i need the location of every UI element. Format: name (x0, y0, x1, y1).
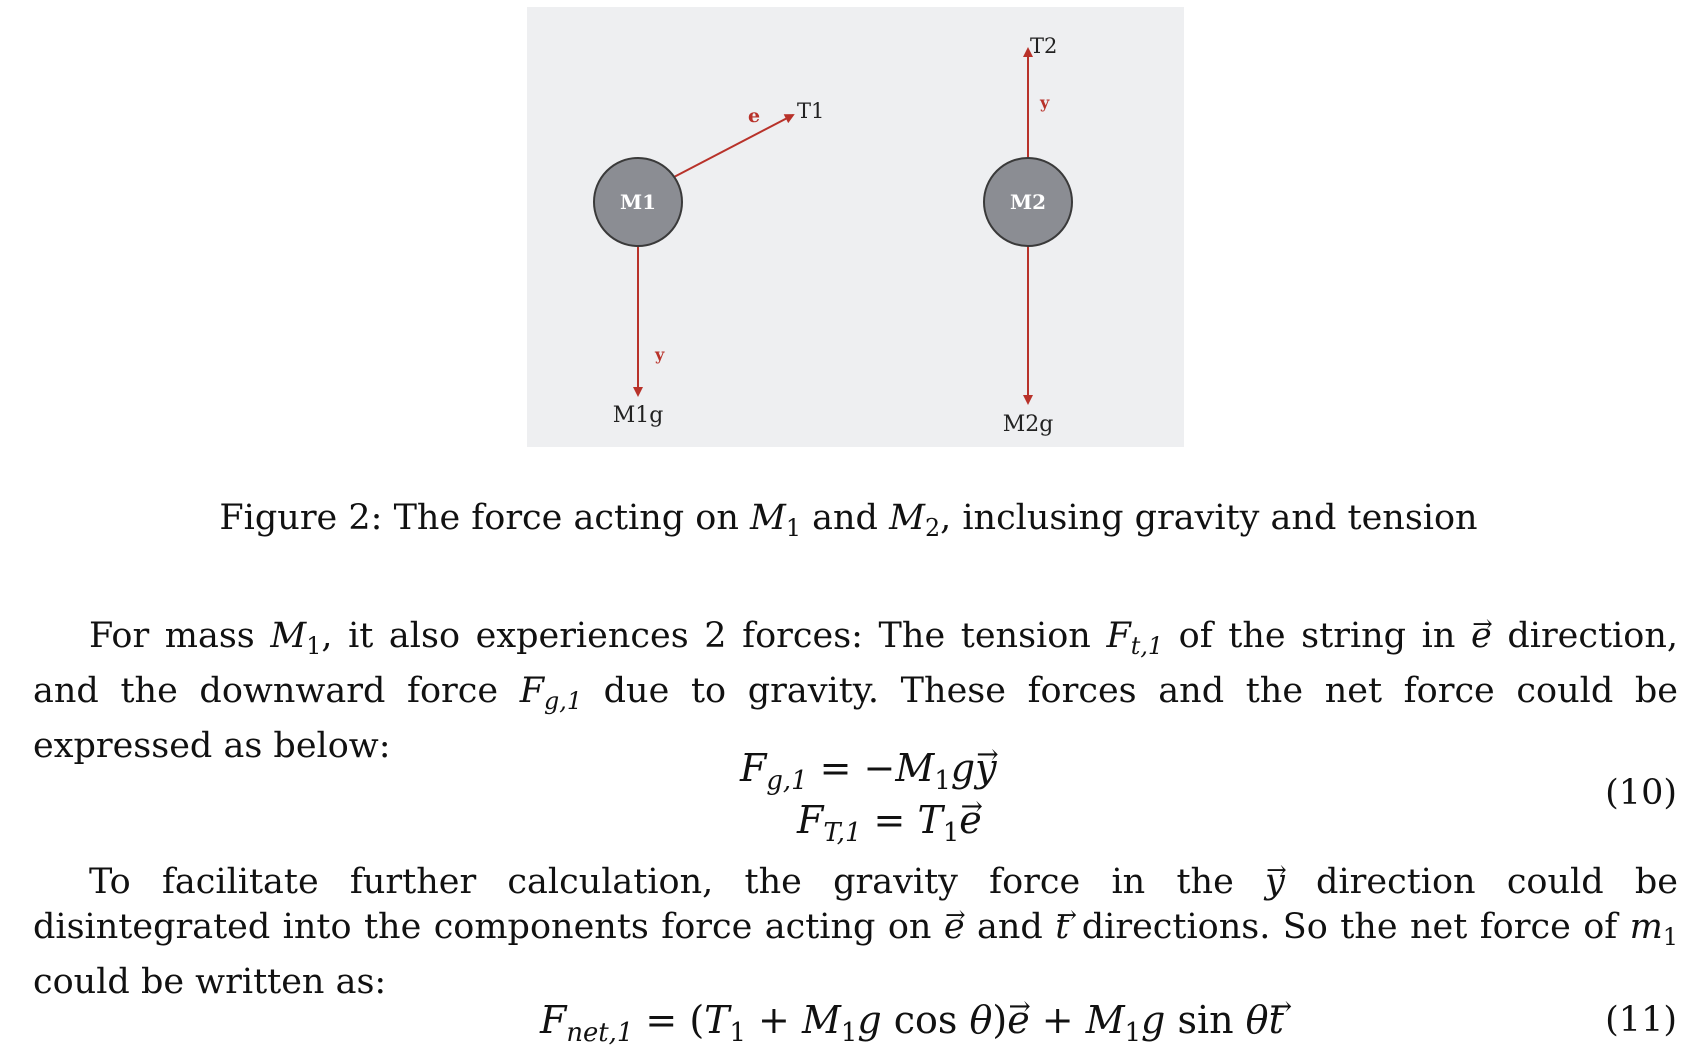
eq10-f: F (797, 798, 824, 842)
caption-m2-sub: 2 (924, 514, 941, 543)
eq11-g2: g (1141, 998, 1166, 1042)
eq10-f: F (740, 746, 767, 790)
eq11-text: = ( (633, 998, 705, 1042)
p1-fg-sub: g,1 (544, 687, 582, 716)
eq11-e-vector: e → (1007, 998, 1030, 1042)
eq10-t-sub: 1 (942, 817, 960, 848)
eq10-e-vector: e → (959, 798, 982, 842)
p1-f: F (1106, 616, 1131, 656)
p1-text: of the string in (1163, 616, 1472, 656)
p1-text: , it also experiences 2 forces: The tension (321, 616, 1107, 656)
y-axis-label-m1: y (655, 345, 665, 364)
eq10-g: g (950, 746, 976, 790)
p1-text: direction, and the downward force (33, 616, 1678, 712)
force-diagram-figure (527, 7, 1184, 447)
p2-text: could be written as: (33, 962, 387, 1003)
caption-text: Figure 2: The force acting on (219, 498, 751, 538)
y-axis-label-m2: y (1040, 93, 1050, 112)
p2-m: m (1629, 907, 1663, 947)
p2-m-sub: 1 (1662, 923, 1678, 952)
eq10-m-sub: 1 (934, 765, 951, 796)
eq11-t: T (704, 998, 730, 1042)
caption-m1: M (750, 498, 786, 538)
eq10-f-sub: T,1 (823, 817, 862, 848)
p1-text: For mass (89, 616, 271, 656)
m1-node-label: M1 (619, 190, 657, 214)
p1-text: due to gravity. These forces and the net force could be expressed as below: (33, 671, 1678, 767)
figure-caption (0, 492, 1697, 554)
p1-e-vector: e → (1471, 616, 1492, 656)
eq11-sin: sin (1165, 998, 1246, 1042)
e-axis-label: e (748, 105, 761, 127)
t1-label: T1 (797, 99, 825, 123)
p1-fg: F (519, 671, 545, 712)
eq11-g: g (857, 998, 882, 1042)
p1-f-sub: t,1 (1130, 632, 1164, 661)
eq11-m2-sub: 1 (1124, 1017, 1142, 1048)
p2-text: direction could be disintegrated into the components force acting on (33, 862, 1679, 947)
p2-text: and (964, 907, 1056, 947)
eq10-f-sub: g,1 (766, 765, 808, 796)
p2-e-vector: e → (944, 907, 965, 947)
eq11-t-vector: t → (1269, 998, 1284, 1042)
eq11-text: ) (992, 998, 1008, 1042)
eq11-theta2: θ (1245, 998, 1269, 1042)
m2g-label: M2g (1002, 412, 1054, 437)
eq10-eq: = − (807, 746, 896, 790)
eq11-text: + (745, 998, 802, 1042)
eq10-y-vector: y → (975, 746, 996, 790)
p2-y-vector: y → (1265, 862, 1285, 902)
p1-m: M (270, 616, 307, 656)
caption-and: and (801, 498, 890, 538)
eq11-theta: θ (969, 998, 993, 1042)
caption-suffix: , inclusing gravity and tension (940, 498, 1478, 538)
equation-number-10: (10) (1605, 773, 1677, 813)
eq11-t-sub: 1 (729, 1017, 746, 1048)
eq10-eq: = (861, 798, 918, 842)
force-diagram (527, 7, 1184, 447)
equation-11 (540, 995, 1284, 1058)
eq11-cos: cos (881, 998, 970, 1042)
eq10-t: T (917, 798, 943, 842)
equation-number-11: (11) (1605, 1000, 1677, 1040)
eq11-f-sub: net,1 (566, 1017, 634, 1048)
eq11-text: + (1029, 998, 1086, 1042)
m1g-label: M1g (612, 403, 664, 428)
p2-text: To facilitate further calculation, the gravity force in the (89, 862, 1266, 902)
caption-m1-sub: 1 (785, 514, 802, 543)
p1-m-sub: 1 (306, 632, 322, 661)
eq11-m-sub: 1 (840, 1017, 858, 1048)
eq11-f: F (540, 998, 567, 1042)
paragraph-2 (33, 860, 1678, 1005)
equation-10-line2 (797, 795, 982, 858)
eq11-m: M (801, 998, 841, 1042)
t1-arrow (674, 115, 793, 177)
p2-t-vector: t → (1055, 907, 1069, 947)
p2-text: directions. So the net force of (1069, 907, 1630, 947)
caption-m2: M (889, 498, 925, 538)
eq11-m2: M (1085, 998, 1125, 1042)
t2-label: T2 (1030, 34, 1058, 58)
eq10-m: M (895, 746, 935, 790)
m2-node-label: M2 (1009, 190, 1047, 214)
